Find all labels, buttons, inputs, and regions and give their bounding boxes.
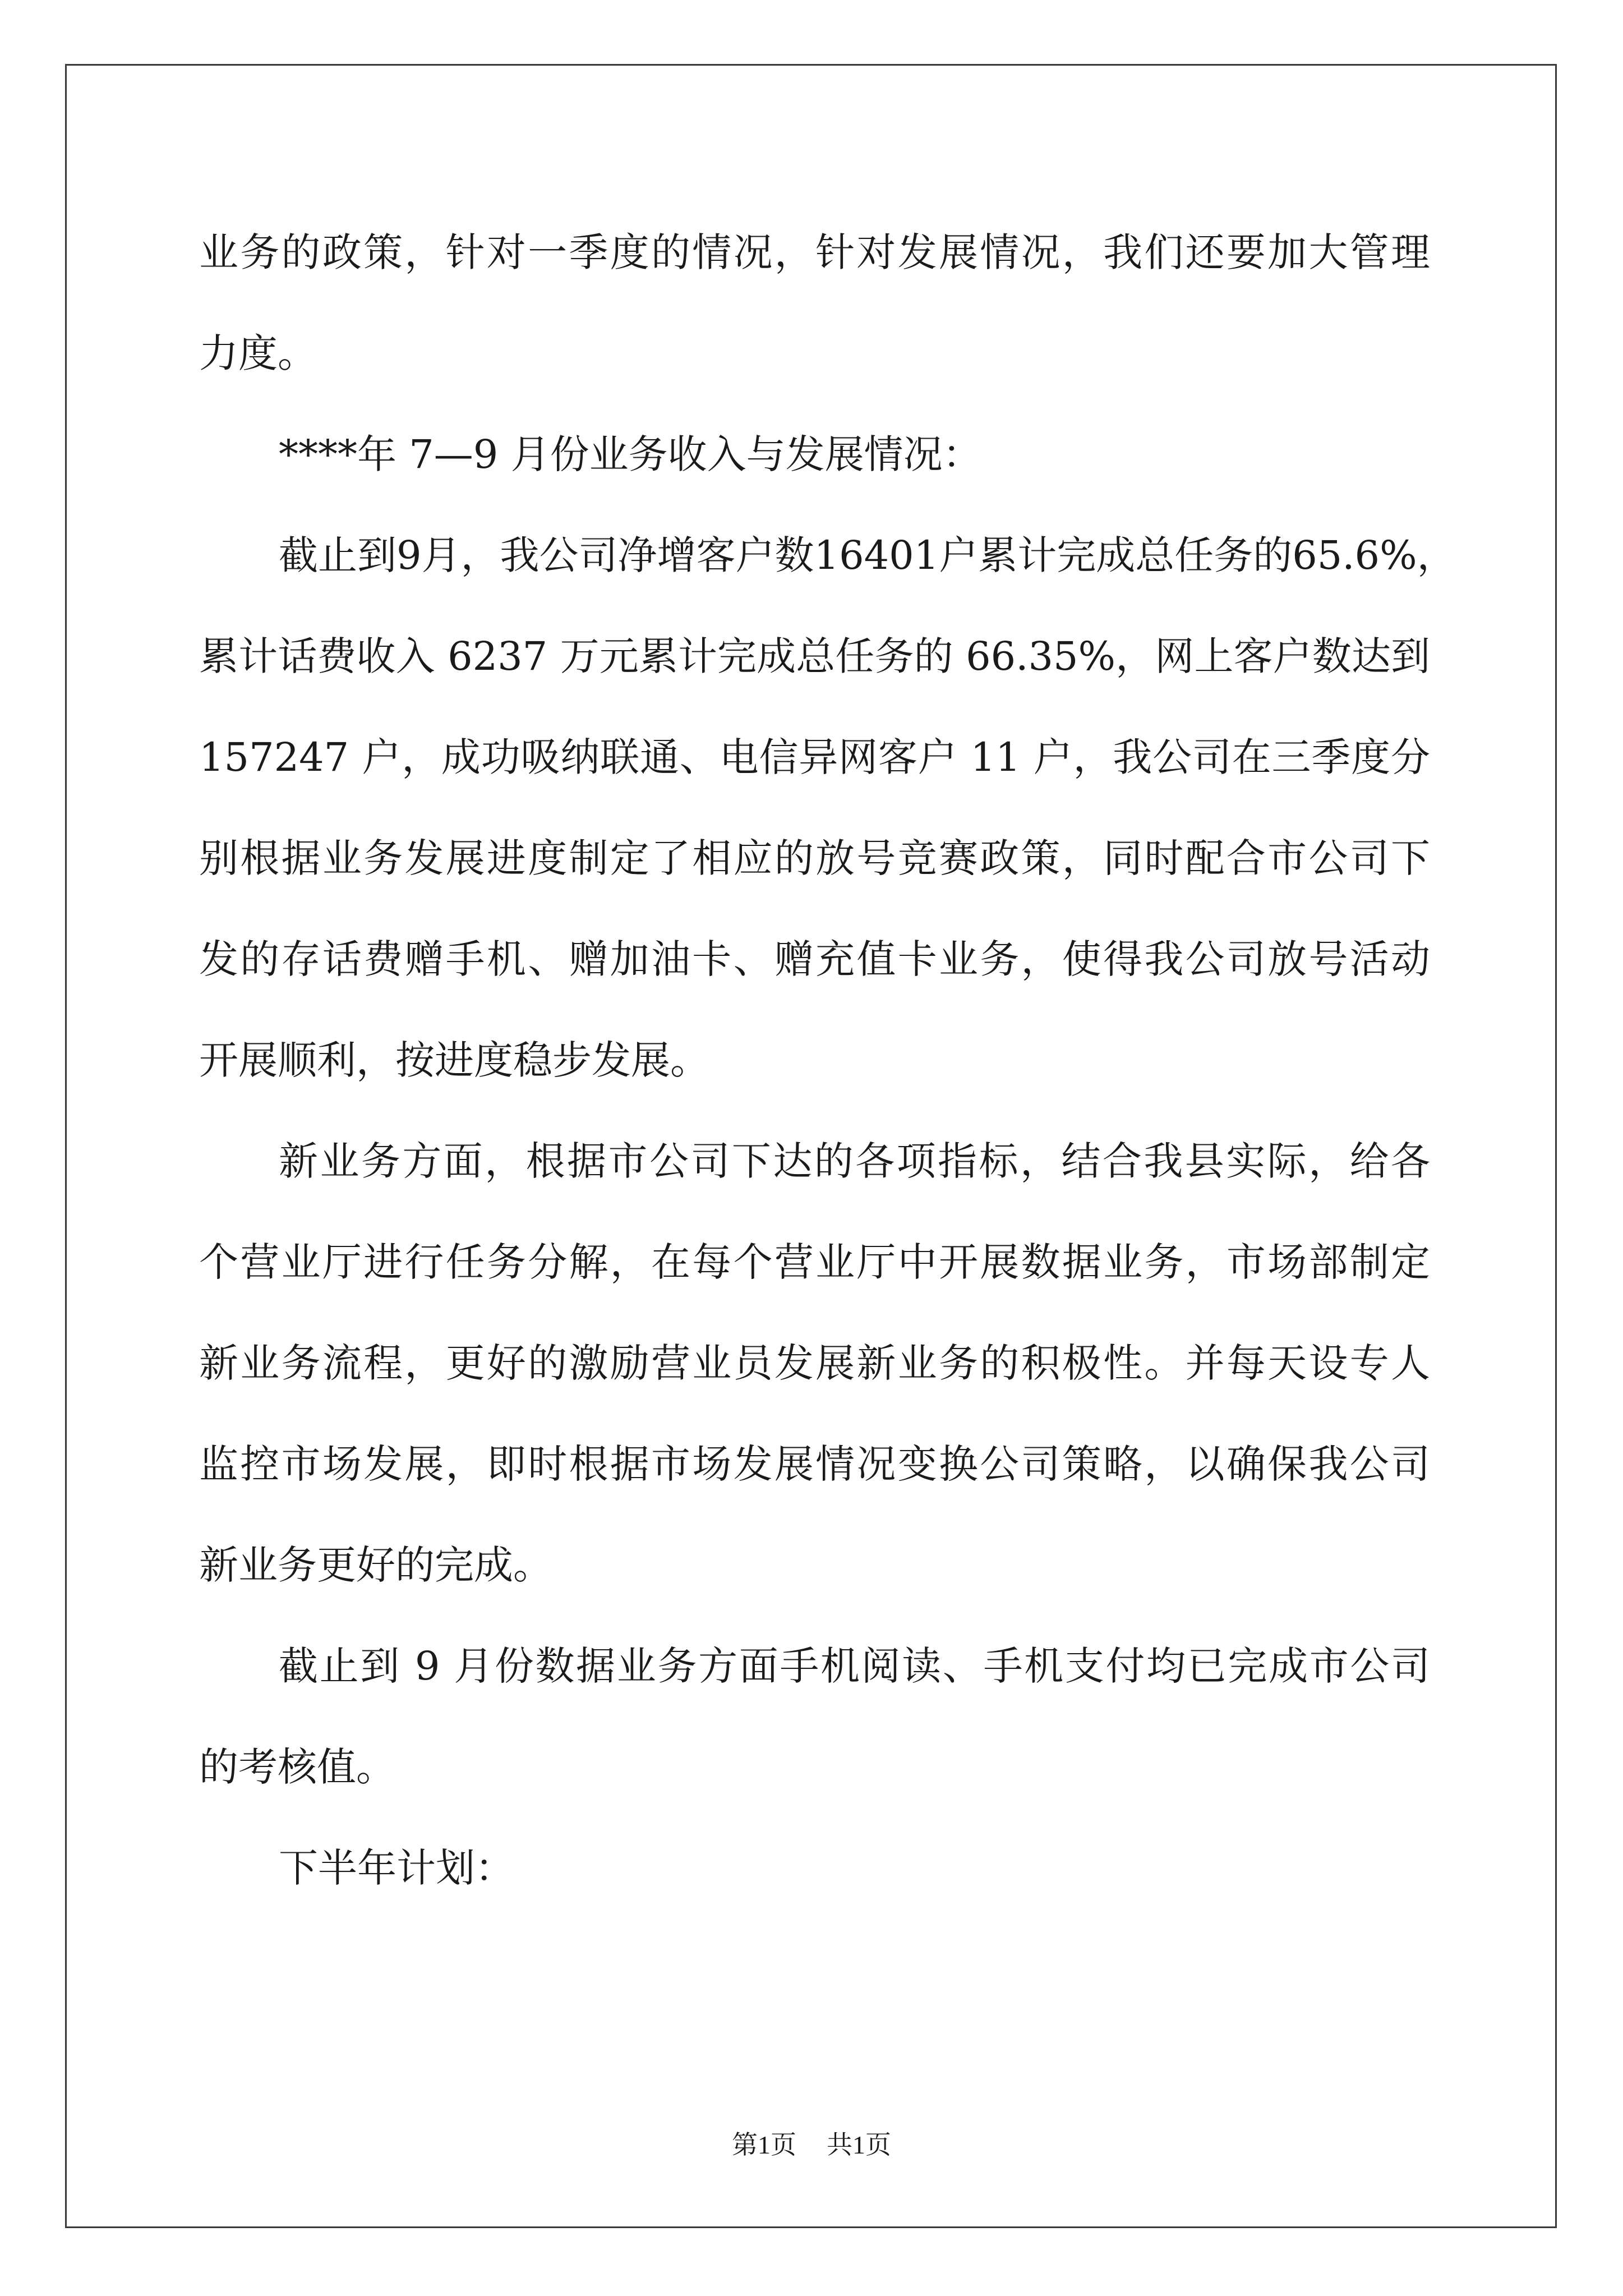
page-footer <box>0 2128 1623 2162</box>
text-line-9: 开展顺利，按进度稳步发展。 <box>199 1037 709 1083</box>
text-line-4: 截止到9月，我公司净增客户数16401户累计完成总任务的65.6%， <box>279 532 1456 578</box>
document-body <box>199 202 1456 1918</box>
text-line-16: 的考核值。 <box>199 1744 395 1790</box>
text-line-13: 监控市场发展，即时根据市场发展情况变换公司策略，以确保我公司 <box>199 1441 1430 1487</box>
text-line-2: 力度。 <box>199 330 317 376</box>
text-line-15: 截止到 9 月份数据业务方面手机阅读、手机支付均已完成市公司 <box>279 1643 1430 1689</box>
text-line-8: 发的存话费赠手机、赠加油卡、赠充值卡业务，使得我公司放号活动 <box>199 936 1430 982</box>
text-line-5: 累计话费收入 6237 万元累计完成总任务的 66.35%，网上客户数达到 <box>199 633 1430 679</box>
text-line-10: 新业务方面，根据市公司下达的各项指标，结合我县实际，给各 <box>279 1138 1430 1184</box>
section-heading-plan: 下半年计划： <box>279 1845 514 1891</box>
section-heading-q3: ****年 7—9 月份业务收入与发展情况： <box>279 431 982 477</box>
text-line-6: 157247 户，成功吸纳联通、电信异网客户 11 户，我公司在三季度分 <box>199 734 1430 780</box>
text-line-12: 新业务流程，更好的激励营业员发展新业务的积极性。并每天设专人 <box>199 1340 1430 1386</box>
page-number-current: 第1页 <box>732 2131 796 2159</box>
page-number-total: 共1页 <box>827 2131 891 2159</box>
text-line-11: 个营业厅进行任务分解，在每个营业厅中开展数据业务，市场部制定 <box>199 1239 1430 1285</box>
text-line-1: 业务的政策，针对一季度的情况，针对发展情况，我们还要加大管理 <box>199 229 1430 275</box>
text-line-14: 新业务更好的完成。 <box>199 1542 552 1588</box>
text-line-7: 别根据业务发展进度制定了相应的放号竞赛政策，同时配合市公司下 <box>199 835 1430 881</box>
